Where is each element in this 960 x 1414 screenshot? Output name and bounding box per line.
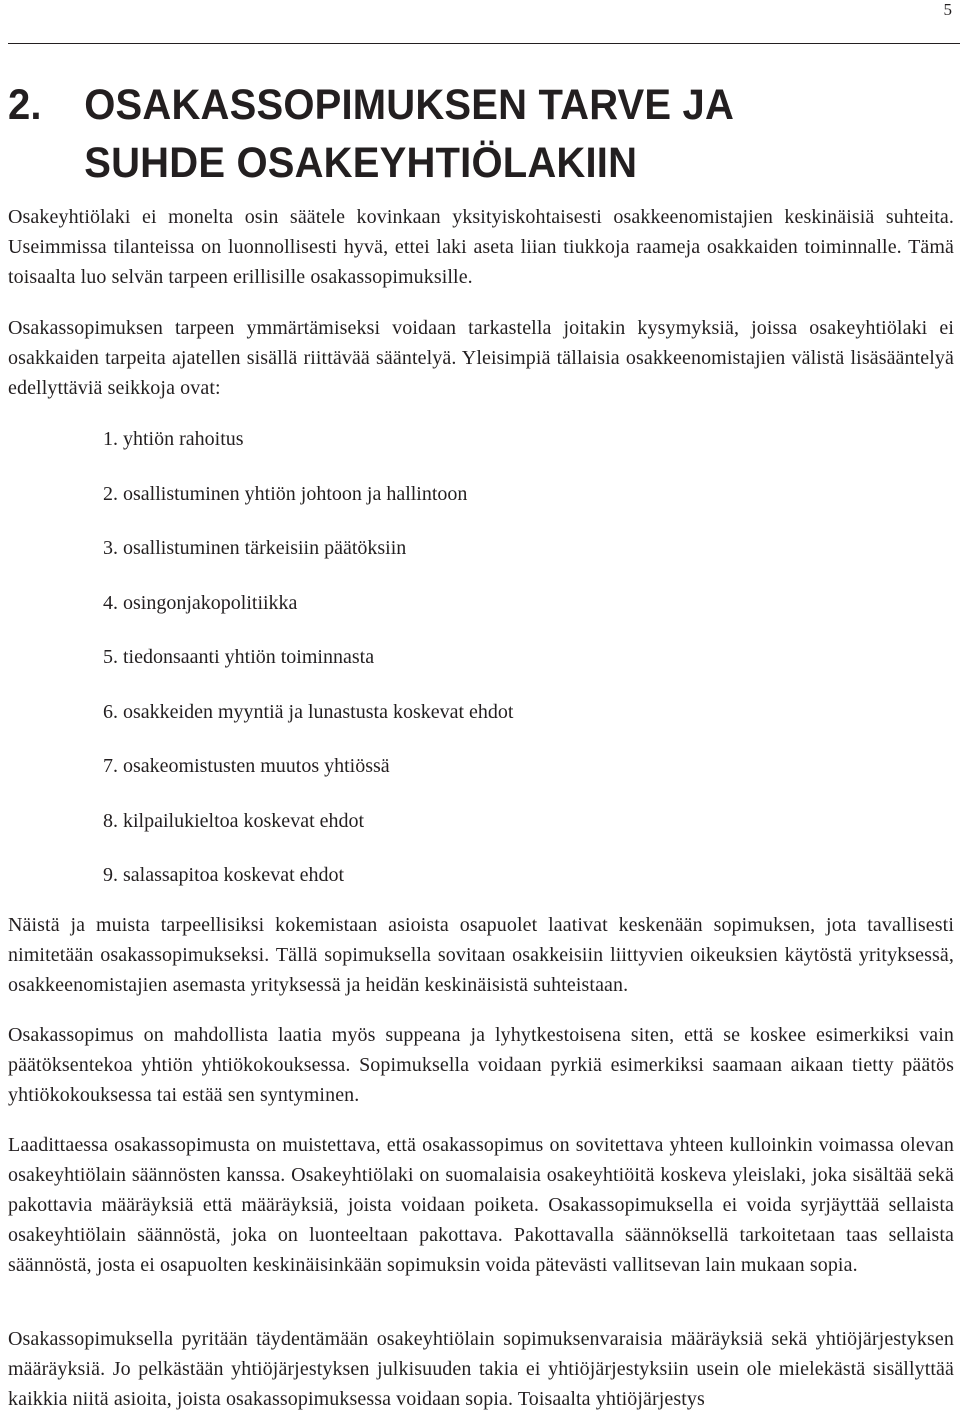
chapter-title-part-2: SUHDE OSAKEYHTIÖLAKIIN [84,139,638,187]
list-item: 6. osakkeiden myyntiä ja lunastusta koskevat ehdot [103,700,514,723]
chapter-heading [8,76,887,192]
list-item: 5. tiedonsaanti yhtiön toiminnasta [103,646,375,668]
list-item: 9. salassapitoa koskevat ehdot [103,864,345,886]
numbered-list [103,424,513,915]
paragraph: Osakassopimuksella pyritään täydentämään osakeyhtiölain sopimuksenvaraisia määräyksiä sekä yhtiöjärjestyksen määräyksiä. Jo pelkästään yhtiöjärjestyksen julkisuuden takia ei yhtiöjärjestyksiin usein ole mielekästä sisällyttää kaikkia niitä asioita, joista osakassopimuksessa voidaan sopia. Toisaalta yhtiöjärjestys [8,1328,954,1410]
list-item: 2. osallistuminen yhtiön johtoon ja hallintoon [103,482,468,505]
list-item: 3. osallistuminen tärkeisiin päätöksiin [103,537,407,559]
chapter-heading-line-1 [8,76,887,134]
paragraph: Näistä ja muista tarpeellisiksi kokemistaan asioista osapuolet laativat keskenään sopimuksen, jota tavallisesti nimitetään osakassopimukseksi. Tällä sopimuksella sovitaan osakkeisiin liittyvien oikeuksien käytöstä yrityksessä, osakkeenomistajien asemasta yrityksessä ja heidän keskinäisistä suhteistaan. [8,914,954,996]
list-item: 7. osakeomistusten muutos yhtiössä [103,755,390,777]
paragraph: Osakassopimuksen tarpeen ymmärtämiseksi voidaan tarkastella joitakin kysymyksiä, joissa osakeyhtiölaki ei osakkaiden tarpeita ajatellen sisällä riittävää sääntelyä. Yleisimpiä tällaisia osakkeenomistajien välistä lisäsääntelyä edellyttäviä seikkoja ovat: [8,317,954,399]
paragraph: Osakassopimus on mahdollista laatia myös suppeana ja lyhytkestoisena siten, että se koskee esimerkiksi vain päätöksentekoa yhtiön yhtiökokouksessa. Sopimuksella voidaan pyrkiä esimerkiksi saamaan aikaan tietty päätös yhtiökokouksessa tai estää sen syntyminen. [8,1024,954,1106]
paragraph: Laadittaessa osakassopimusta on muistettava, että osakassopimus on sovitettava yhteen kulloinkin voimassa olevan osakeyhtiölain säännösten kanssa. Osakeyhtiölaki on suomalaisia osakeyhtiöitä koskeva yleislaki, joka sisältää sekä pakottavia määräyksiä että määräyksiä, joista voidaan poiketa. Osakassopimuksella ei voida syrjäyttää sellaista osakeyhtiölain säännöstä, joka on luonteeltaan pakottava. Pakottavalla säännöksellä tarkoitetaan taas sellaista säännöstä, josta ei osapuolten keskinäisinkään sopimuksin voida pätevästi vallitsevan lain mukaan sopia. [8,1134,954,1276]
chapter-number: 2. [8,81,42,129]
paragraph: Osakeyhtiölaki ei monelta osin säätele kovinkaan yksityiskohtaisesti osakkeenomistajien keskinäisiä suhteita. Useimmissa tilanteissa on luonnollisesti hyvä, ettei laki aseta liian tiukkoja raameja osakkaiden toiminnalle. Tämä toisaalta luo selvän tarpeen erillisille osakassopimuksille. [8,206,954,288]
page-number: 5 [943,0,952,19]
header-rule [8,43,960,44]
list-item: 8. kilpailukieltoa koskevat ehdot [103,809,365,832]
chapter-title-part-1: OSAKASSOPIMUKSEN TARVE JA [84,81,735,129]
list-item: 4. osingonjakopolitiikka [103,591,298,614]
list-item: 1. yhtiön rahoitus [103,428,244,450]
